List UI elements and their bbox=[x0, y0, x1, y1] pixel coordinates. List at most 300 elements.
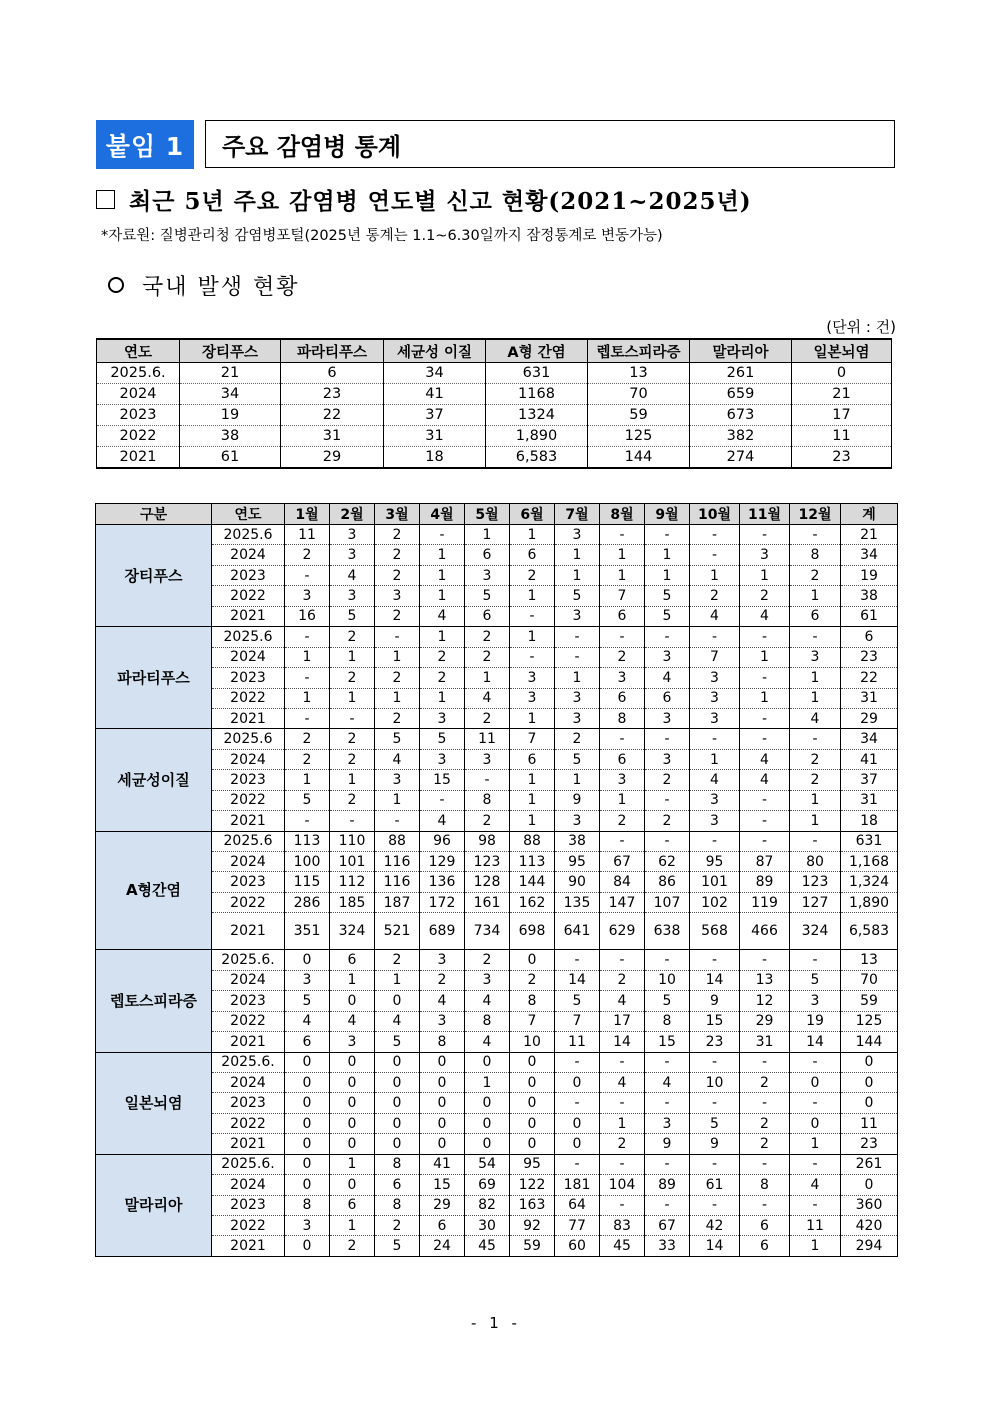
monthly-cell: 2024 bbox=[212, 852, 285, 872]
monthly-cell: 1 bbox=[555, 545, 600, 565]
monthly-row bbox=[96, 688, 898, 708]
monthly-cell: 734 bbox=[465, 913, 510, 950]
monthly-cell: 0 bbox=[841, 1052, 898, 1072]
monthly-row bbox=[96, 525, 898, 545]
monthly-cell: 1 bbox=[555, 770, 600, 790]
monthly-cell: - bbox=[645, 525, 690, 545]
monthly-cell: 0 bbox=[465, 1052, 510, 1072]
monthly-cell: 41 bbox=[841, 749, 898, 769]
monthly-cell: 10 bbox=[690, 1072, 740, 1092]
monthly-cell: 2 bbox=[375, 545, 420, 565]
summary-cell: 59 bbox=[588, 405, 690, 426]
monthly-cell: 4 bbox=[645, 1072, 690, 1092]
monthly-cell: 0 bbox=[420, 1113, 465, 1133]
monthly-cell: 3 bbox=[465, 970, 510, 990]
monthly-cell: 22 bbox=[841, 668, 898, 688]
monthly-cell: - bbox=[790, 1154, 841, 1174]
monthly-cell: 1,324 bbox=[841, 872, 898, 892]
monthly-cell: 4 bbox=[740, 749, 790, 769]
monthly-cell: 23 bbox=[841, 1134, 898, 1154]
summary-cell: 144 bbox=[588, 447, 690, 469]
monthly-row bbox=[96, 913, 898, 950]
monthly-cell: 2 bbox=[510, 970, 555, 990]
monthly-cell: 0 bbox=[510, 1072, 555, 1092]
monthly-cell: - bbox=[645, 1195, 690, 1215]
monthly-cell: 15 bbox=[420, 1175, 465, 1195]
monthly-cell: 4 bbox=[645, 668, 690, 688]
monthly-cell: 30 bbox=[465, 1216, 510, 1236]
monthly-cell: 1 bbox=[510, 770, 555, 790]
monthly-row bbox=[96, 1072, 898, 1092]
monthly-cell: - bbox=[555, 1154, 600, 1174]
monthly-cell: 3 bbox=[555, 688, 600, 708]
monthly-cell: 2025.6 bbox=[212, 627, 285, 647]
monthly-cell: - bbox=[740, 1154, 790, 1174]
monthly-cell: 31 bbox=[841, 688, 898, 708]
monthly-cell: 12 bbox=[740, 991, 790, 1011]
monthly-cell: 2 bbox=[645, 770, 690, 790]
monthly-cell: 0 bbox=[375, 1113, 420, 1133]
monthly-cell: 69 bbox=[465, 1175, 510, 1195]
monthly-cell: 9 bbox=[690, 991, 740, 1011]
monthly-cell: 102 bbox=[690, 892, 740, 912]
monthly-cell: - bbox=[740, 729, 790, 749]
monthly-cell: 1 bbox=[330, 970, 375, 990]
monthly-cell: 162 bbox=[510, 892, 555, 912]
summary-cell: 70 bbox=[588, 384, 690, 405]
monthly-row bbox=[96, 970, 898, 990]
summary-cell: 29 bbox=[281, 447, 384, 469]
monthly-cell: 113 bbox=[285, 831, 330, 851]
monthly-cell: 1 bbox=[420, 545, 465, 565]
summary-cell: 673 bbox=[690, 405, 792, 426]
monthly-cell: 1 bbox=[555, 565, 600, 585]
monthly-row bbox=[96, 1195, 898, 1215]
monthly-cell: 5 bbox=[555, 991, 600, 1011]
monthly-cell: 3 bbox=[645, 749, 690, 769]
monthly-cell: 1 bbox=[690, 749, 740, 769]
monthly-cell: 2021 bbox=[212, 606, 285, 626]
monthly-cell: 83 bbox=[600, 1216, 645, 1236]
monthly-cell: 110 bbox=[330, 831, 375, 851]
monthly-cell: 1 bbox=[740, 647, 790, 667]
monthly-cell: 2021 bbox=[212, 1134, 285, 1154]
monthly-cell: 98 bbox=[465, 831, 510, 851]
monthly-header-cell: 구분 bbox=[96, 504, 212, 525]
monthly-cell: 4 bbox=[465, 991, 510, 1011]
monthly-cell: 0 bbox=[510, 1093, 555, 1113]
monthly-cell: 286 bbox=[285, 892, 330, 912]
monthly-row bbox=[96, 606, 898, 626]
summary-header-cell: 연도 bbox=[97, 339, 180, 363]
monthly-cell: 3 bbox=[600, 770, 645, 790]
monthly-cell: 4 bbox=[375, 1011, 420, 1031]
monthly-cell: 61 bbox=[841, 606, 898, 626]
disease-group-label: 세균성이질 bbox=[96, 729, 212, 831]
monthly-cell: - bbox=[690, 1154, 740, 1174]
monthly-row bbox=[96, 708, 898, 728]
monthly-cell: 1 bbox=[420, 565, 465, 585]
monthly-cell: - bbox=[690, 950, 740, 970]
monthly-cell: 521 bbox=[375, 913, 420, 950]
monthly-cell: 2021 bbox=[212, 811, 285, 831]
monthly-cell: 3 bbox=[510, 688, 555, 708]
monthly-cell: 0 bbox=[285, 1154, 330, 1174]
monthly-cell: 70 bbox=[841, 970, 898, 990]
summary-cell: 2025.6. bbox=[97, 363, 180, 384]
monthly-cell: 31 bbox=[841, 790, 898, 810]
section-heading-text: 최근 5년 주요 감염병 연도별 신고 현황(2021~2025년) bbox=[129, 187, 752, 215]
monthly-cell: 1,890 bbox=[841, 892, 898, 912]
monthly-cell: - bbox=[645, 1154, 690, 1174]
monthly-cell: 80 bbox=[790, 852, 841, 872]
monthly-cell: 3 bbox=[600, 668, 645, 688]
monthly-cell: 3 bbox=[740, 545, 790, 565]
monthly-cell: 0 bbox=[555, 1113, 600, 1133]
monthly-row bbox=[96, 1113, 898, 1133]
monthly-cell: 33 bbox=[645, 1236, 690, 1256]
monthly-cell: 5 bbox=[555, 586, 600, 606]
monthly-row bbox=[96, 1011, 898, 1031]
monthly-cell: 3 bbox=[510, 668, 555, 688]
monthly-cell: 5 bbox=[645, 586, 690, 606]
monthly-cell: 5 bbox=[285, 991, 330, 1011]
monthly-cell: 100 bbox=[285, 852, 330, 872]
monthly-cell: - bbox=[740, 811, 790, 831]
monthly-cell: 2 bbox=[510, 565, 555, 585]
monthly-cell: 92 bbox=[510, 1216, 555, 1236]
monthly-cell: 6 bbox=[285, 1032, 330, 1052]
monthly-cell: - bbox=[690, 1093, 740, 1113]
monthly-cell: 116 bbox=[375, 852, 420, 872]
monthly-cell: 13 bbox=[740, 970, 790, 990]
monthly-cell: 88 bbox=[510, 831, 555, 851]
monthly-cell: - bbox=[740, 708, 790, 728]
monthly-cell: 64 bbox=[555, 1195, 600, 1215]
monthly-cell: 3 bbox=[285, 970, 330, 990]
monthly-cell: 7 bbox=[510, 1011, 555, 1031]
monthly-cell: 95 bbox=[690, 852, 740, 872]
monthly-cell: 1 bbox=[465, 525, 510, 545]
monthly-cell: 1 bbox=[510, 811, 555, 831]
monthly-cell: 1 bbox=[510, 525, 555, 545]
monthly-cell: 1 bbox=[790, 586, 841, 606]
monthly-cell: 14 bbox=[790, 1032, 841, 1052]
monthly-cell: 0 bbox=[285, 1134, 330, 1154]
monthly-cell: 4 bbox=[330, 565, 375, 585]
monthly-row bbox=[96, 1093, 898, 1113]
monthly-cell: 1 bbox=[330, 1216, 375, 1236]
monthly-cell: 3 bbox=[555, 708, 600, 728]
summary-cell: 11 bbox=[792, 426, 892, 447]
monthly-row bbox=[96, 1154, 898, 1174]
monthly-cell: 4 bbox=[600, 1072, 645, 1092]
monthly-cell: 7 bbox=[510, 729, 555, 749]
monthly-cell: 2 bbox=[790, 770, 841, 790]
monthly-row bbox=[96, 811, 898, 831]
monthly-cell: 29 bbox=[740, 1011, 790, 1031]
monthly-cell: 2025.6. bbox=[212, 1052, 285, 1072]
summary-cell: 41 bbox=[384, 384, 486, 405]
monthly-cell: 60 bbox=[555, 1236, 600, 1256]
monthly-cell: 3 bbox=[420, 708, 465, 728]
monthly-cell: 13 bbox=[841, 950, 898, 970]
monthly-row bbox=[96, 729, 898, 749]
monthly-cell: 15 bbox=[645, 1032, 690, 1052]
monthly-cell: 2023 bbox=[212, 1093, 285, 1113]
monthly-header-cell: 5월 bbox=[465, 504, 510, 525]
monthly-cell: 0 bbox=[330, 1134, 375, 1154]
monthly-cell: 8 bbox=[645, 1011, 690, 1031]
monthly-cell: 4 bbox=[790, 1175, 841, 1195]
monthly-cell: - bbox=[420, 790, 465, 810]
monthly-cell: 1 bbox=[790, 1134, 841, 1154]
summary-header-cell: 일본뇌염 bbox=[792, 339, 892, 363]
monthly-cell: 136 bbox=[420, 872, 465, 892]
monthly-cell: 2022 bbox=[212, 892, 285, 912]
page-number: - 1 - bbox=[471, 1314, 521, 1332]
monthly-row bbox=[96, 1216, 898, 1236]
monthly-cell: 0 bbox=[285, 1093, 330, 1113]
monthly-cell: 2 bbox=[375, 525, 420, 545]
summary-row bbox=[97, 363, 892, 384]
monthly-cell: 466 bbox=[740, 913, 790, 950]
monthly-cell: - bbox=[740, 1195, 790, 1215]
section-heading bbox=[96, 182, 752, 216]
summary-header-cell: 말라리아 bbox=[690, 339, 792, 363]
monthly-cell: 1 bbox=[600, 565, 645, 585]
monthly-cell: 3 bbox=[420, 749, 465, 769]
monthly-cell: 629 bbox=[600, 913, 645, 950]
summary-row bbox=[97, 405, 892, 426]
summary-cell: 31 bbox=[281, 426, 384, 447]
monthly-row bbox=[96, 545, 898, 565]
monthly-cell: - bbox=[465, 770, 510, 790]
monthly-cell: - bbox=[285, 708, 330, 728]
monthly-cell: 125 bbox=[841, 1011, 898, 1031]
monthly-cell: 638 bbox=[645, 913, 690, 950]
monthly-cell: 2 bbox=[600, 811, 645, 831]
monthly-row bbox=[96, 627, 898, 647]
summary-header-cell: 렙토스피라증 bbox=[588, 339, 690, 363]
monthly-cell: 95 bbox=[510, 1154, 555, 1174]
monthly-cell: 8 bbox=[465, 790, 510, 810]
disease-group-label: 파라티푸스 bbox=[96, 627, 212, 729]
monthly-row bbox=[96, 647, 898, 667]
summary-cell: 0 bbox=[792, 363, 892, 384]
monthly-cell: 3 bbox=[285, 1216, 330, 1236]
monthly-cell: 23 bbox=[690, 1032, 740, 1052]
monthly-cell: 8 bbox=[285, 1195, 330, 1215]
monthly-cell: 2 bbox=[740, 1134, 790, 1154]
monthly-cell: 3 bbox=[690, 668, 740, 688]
monthly-cell: 4 bbox=[330, 1011, 375, 1031]
monthly-cell: 0 bbox=[420, 1052, 465, 1072]
monthly-cell: 2022 bbox=[212, 1216, 285, 1236]
disease-group-label: 장티푸스 bbox=[96, 525, 212, 627]
monthly-cell: 3 bbox=[690, 811, 740, 831]
monthly-cell: 0 bbox=[375, 1052, 420, 1072]
monthly-cell: 2 bbox=[375, 565, 420, 585]
disease-group-label: A형간염 bbox=[96, 831, 212, 950]
summary-header-cell: 세균성 이질 bbox=[384, 339, 486, 363]
monthly-cell: 15 bbox=[690, 1011, 740, 1031]
monthly-header-cell: 1월 bbox=[285, 504, 330, 525]
monthly-cell: 0 bbox=[510, 950, 555, 970]
monthly-cell: - bbox=[740, 790, 790, 810]
monthly-cell: 37 bbox=[841, 770, 898, 790]
monthly-cell: 21 bbox=[841, 525, 898, 545]
monthly-cell: 6 bbox=[330, 1195, 375, 1215]
monthly-row bbox=[96, 1134, 898, 1154]
summary-cell: 1168 bbox=[486, 384, 588, 405]
monthly-cell: - bbox=[555, 950, 600, 970]
monthly-cell: 4 bbox=[740, 770, 790, 790]
monthly-cell: 2 bbox=[330, 627, 375, 647]
monthly-cell: 0 bbox=[330, 1093, 375, 1113]
monthly-cell: 2023 bbox=[212, 1195, 285, 1215]
monthly-cell: 96 bbox=[420, 831, 465, 851]
summary-cell: 631 bbox=[486, 363, 588, 384]
monthly-cell: 144 bbox=[841, 1032, 898, 1052]
monthly-cell: 112 bbox=[330, 872, 375, 892]
monthly-cell: 54 bbox=[465, 1154, 510, 1174]
monthly-cell: - bbox=[790, 1195, 841, 1215]
monthly-cell: 420 bbox=[841, 1216, 898, 1236]
monthly-cell: 122 bbox=[510, 1175, 555, 1195]
monthly-cell: - bbox=[555, 1093, 600, 1113]
monthly-cell: 23 bbox=[841, 647, 898, 667]
monthly-cell: 4 bbox=[790, 708, 841, 728]
monthly-cell: 2 bbox=[600, 647, 645, 667]
monthly-cell: 2025.6 bbox=[212, 525, 285, 545]
monthly-cell: 42 bbox=[690, 1216, 740, 1236]
monthly-cell: 698 bbox=[510, 913, 555, 950]
monthly-cell: 6 bbox=[375, 1175, 420, 1195]
monthly-cell: 5 bbox=[555, 749, 600, 769]
monthly-row bbox=[96, 872, 898, 892]
monthly-cell: 2021 bbox=[212, 913, 285, 950]
monthly-cell: 119 bbox=[740, 892, 790, 912]
summary-cell: 34 bbox=[384, 363, 486, 384]
monthly-cell: 127 bbox=[790, 892, 841, 912]
monthly-cell: 0 bbox=[285, 1052, 330, 1072]
monthly-cell: 2022 bbox=[212, 790, 285, 810]
summary-cell: 1,890 bbox=[486, 426, 588, 447]
summary-cell: 19 bbox=[180, 405, 281, 426]
summary-cell: 37 bbox=[384, 405, 486, 426]
monthly-cell: 4 bbox=[375, 749, 420, 769]
monthly-cell: - bbox=[690, 1052, 740, 1072]
summary-cell: 2022 bbox=[97, 426, 180, 447]
monthly-row bbox=[96, 991, 898, 1011]
monthly-cell: 1 bbox=[555, 668, 600, 688]
monthly-cell: 113 bbox=[510, 852, 555, 872]
monthly-cell: 8 bbox=[375, 1195, 420, 1215]
monthly-cell: 62 bbox=[645, 852, 690, 872]
monthly-cell: 2 bbox=[465, 627, 510, 647]
monthly-cell: 77 bbox=[555, 1216, 600, 1236]
monthly-cell: 18 bbox=[841, 811, 898, 831]
monthly-cell: 86 bbox=[645, 872, 690, 892]
monthly-cell: 2022 bbox=[212, 1011, 285, 1031]
monthly-cell: 5 bbox=[465, 586, 510, 606]
monthly-header-cell: 연도 bbox=[212, 504, 285, 525]
monthly-cell: 89 bbox=[740, 872, 790, 892]
monthly-cell: 3 bbox=[330, 1032, 375, 1052]
subsection-heading-text: 국내 발생 현황 bbox=[142, 274, 300, 300]
monthly-cell: 6 bbox=[600, 688, 645, 708]
monthly-cell: - bbox=[690, 525, 740, 545]
monthly-cell: 3 bbox=[690, 708, 740, 728]
monthly-cell: - bbox=[690, 627, 740, 647]
monthly-cell: 1 bbox=[420, 586, 465, 606]
monthly-cell: 11 bbox=[285, 525, 330, 545]
monthly-cell: 0 bbox=[555, 1072, 600, 1092]
monthly-header-cell: 6월 bbox=[510, 504, 555, 525]
monthly-cell: 351 bbox=[285, 913, 330, 950]
monthly-cell: - bbox=[510, 647, 555, 667]
monthly-cell: - bbox=[285, 565, 330, 585]
monthly-cell: 6 bbox=[465, 606, 510, 626]
monthly-cell: 14 bbox=[600, 1032, 645, 1052]
monthly-cell: 0 bbox=[841, 1093, 898, 1113]
monthly-cell: 5 bbox=[375, 729, 420, 749]
disease-group-label: 렙토스피라증 bbox=[96, 950, 212, 1052]
monthly-cell: 4 bbox=[420, 991, 465, 1011]
monthly-cell: 59 bbox=[841, 991, 898, 1011]
monthly-cell: 4 bbox=[740, 606, 790, 626]
monthly-cell: 67 bbox=[600, 852, 645, 872]
monthly-cell: - bbox=[740, 668, 790, 688]
monthly-cell: 689 bbox=[420, 913, 465, 950]
summary-cell: 21 bbox=[180, 363, 281, 384]
monthly-cell: - bbox=[600, 1093, 645, 1113]
monthly-cell: 1 bbox=[740, 565, 790, 585]
monthly-cell: 104 bbox=[600, 1175, 645, 1195]
monthly-cell: 8 bbox=[600, 708, 645, 728]
monthly-cell: 4 bbox=[285, 1011, 330, 1031]
summary-row bbox=[97, 426, 892, 447]
monthly-cell: 294 bbox=[841, 1236, 898, 1256]
monthly-cell: 2021 bbox=[212, 1236, 285, 1256]
summary-header-row bbox=[97, 339, 892, 363]
monthly-cell: 15 bbox=[420, 770, 465, 790]
monthly-row bbox=[96, 831, 898, 851]
monthly-cell: - bbox=[645, 1052, 690, 1072]
monthly-cell: 3 bbox=[420, 1011, 465, 1031]
monthly-cell: - bbox=[285, 668, 330, 688]
monthly-cell: 0 bbox=[465, 1113, 510, 1133]
subsection-heading bbox=[108, 270, 300, 300]
monthly-cell: - bbox=[690, 831, 740, 851]
monthly-cell: 1 bbox=[600, 790, 645, 810]
monthly-cell: 2 bbox=[790, 749, 841, 769]
monthly-cell: 6,583 bbox=[841, 913, 898, 950]
monthly-cell: 1 bbox=[330, 647, 375, 667]
monthly-cell: - bbox=[600, 627, 645, 647]
monthly-cell: 1 bbox=[420, 688, 465, 708]
monthly-cell: - bbox=[600, 1154, 645, 1174]
monthly-cell: 2 bbox=[375, 950, 420, 970]
monthly-cell: 631 bbox=[841, 831, 898, 851]
monthly-row bbox=[96, 950, 898, 970]
monthly-cell: 9 bbox=[555, 790, 600, 810]
summary-cell: 274 bbox=[690, 447, 792, 469]
circle-bullet-icon bbox=[108, 277, 124, 293]
unit-label: (단위 : 건) bbox=[826, 318, 896, 336]
monthly-cell: 16 bbox=[285, 606, 330, 626]
